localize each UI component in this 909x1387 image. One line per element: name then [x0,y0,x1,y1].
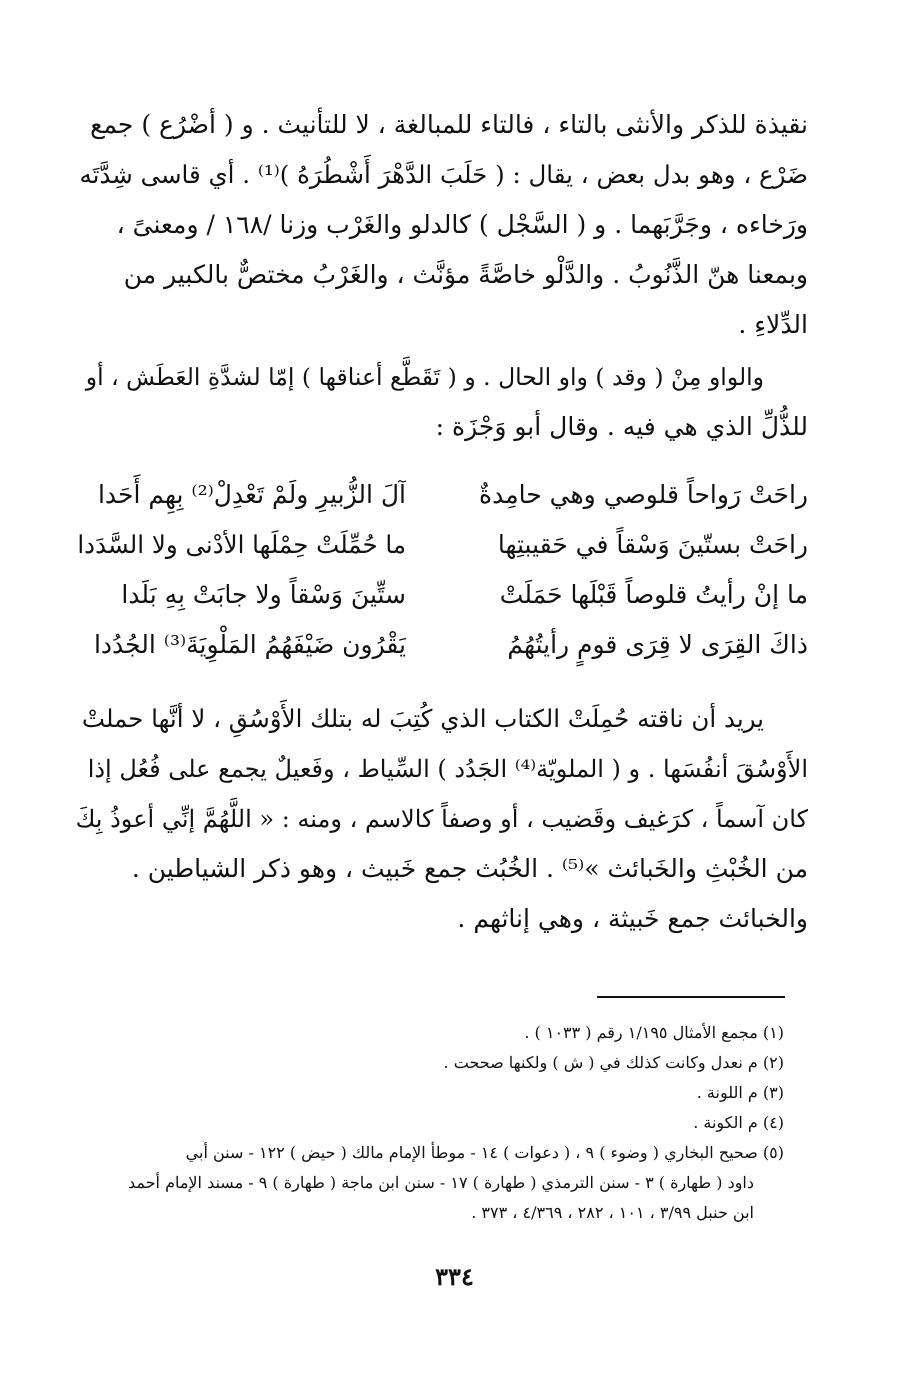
verse-first-hemistich: راحَتْ رَواحاً قلوصي وهي حامِدةٌ [479,480,808,509]
text-line: ورَخاءه ، وجَرَّبَهما . و ( السَّجْل ) كالدلو والغَرْب وزنا /١٦٨ / ومعنىً ، [116,210,808,239]
page-number: ٣٣٤ [435,1262,474,1291]
verse-line [76,520,808,570]
paragraph-1 [76,100,808,350]
verse-second-hemistich: ستِّينَ وَسْقاً ولا جابَتْ بِهِ بَلَدا [121,580,406,609]
footnote-continuation: ابن حنبل ٣/٩٩ ، ١٠١ ، ٢٨٢ ، ٤/٣٦٩ ، ٣٧٣ . [471,1203,754,1222]
footnote: (٤) م الكونة . [693,1113,784,1132]
text-line: والواو مِنْ ( وقد ) واو الحال . و ( تَقَطَّع أعناقها ) إمّا لشدَّةِ العَطَش ، أو [85,363,764,391]
footnote: (٣) م اللونة . [696,1083,784,1102]
verse-line [76,620,808,670]
footnote: (٢) م نعدل وكانت كذلك في ( ش ) ولكنها صححت . [443,1053,784,1072]
footnote: (٥) صحيح البخاري ( وضوء ) ٩ ، ( دعوات ) ١٤ - موطأ الإمام مالك ( حيض ) ١٢٢ - سنن أبي [185,1143,784,1162]
text-line: ضَرْع ، وهو بدل بعض ، يقال : ( حَلَبَ الدَّهْرَ أَشْطُرَهُ )⁽¹⁾ . أي قاسى شِدَّتَه [79,160,808,189]
text-line: كان آسماً ، كرَغيف وقَضيب ، أو وصفاً كالاسم ، ومنه : « اللَّهُمَّ إنِّي أعوذُ بِكَ [76,805,808,833]
poem-block [76,470,808,670]
paragraph-2 [76,352,808,452]
paragraph-3 [76,694,808,944]
text-line: من الخُبْثِ والخَبائث »⁽⁵⁾ . الخُبُث جمع خَبيث ، وهو ذكر الشياطين . [131,854,808,883]
text-line: والخبائث جمع خَبيثة ، وهي إناثهم . [457,904,808,933]
verse-line [76,570,808,620]
footnote-separator [597,996,785,998]
verse-first-hemistich: ذاكَ القِرَى لا قِرَى قومٍ رأيتُهُمُ [507,630,808,659]
text-line: وبمعنا هنّ الذَّنُوبُ . والدَّلْو خاصَّةً مؤنَّث ، والغَرْبُ مختصٌّ بالكبير من [123,260,808,289]
verse-line [76,470,808,520]
footnotes [76,1018,784,1228]
verse-second-hemistich: ما حُمِّلَتْ حِمْلَها الأدْنى ولا السَّدَدا [77,530,406,559]
verse-first-hemistich: راحَتْ بستّينَ وَسْقاً في حَقيبتِها [497,530,808,559]
footnote: (١) مجمع الأمثال ١/١٩٥ رقم ( ١٠٣٣ ) . [524,1023,784,1042]
verse-first-hemistich: ما إنْ رأيتُ قلوصاً قَبْلَها حَمَلَتْ [499,580,808,609]
text-line: الأَوْسُقَ أنفُسَها . و ( الملويّة⁽⁴⁾ الجَدُد ) السِّياط ، وفَعيلٌ يجمع على فُعُل إذا [87,755,808,783]
footnote-continuation: داود ( طهارة ) ٣ - سنن الترمذي ( طهارة ) ١٧ - سنن ابن ماجة ( طهارة ) ٩ - مسند الإمام أحمد [128,1173,754,1192]
text-line: نقيذة للذكر والأنثى بالتاء ، فالتاء للمبالغة ، لا للتأنيث . و ( أضْرُع ) جمع [90,110,808,139]
text-line: للذُّلِّ الذي هي فيه . وقال أبو وَجْزَة : [435,412,808,441]
text-line: يريد أن ناقته حُمِلَتْ الكتاب الذي كُتِبَ له بتلك الأَوْسُقِ ، لا أنَّها حملتْ [81,704,764,733]
verse-second-hemistich: يَقْرُون ضَيْفَهُمُ المَلْوِيَةَ⁽³⁾ الجُدُدا [93,630,406,659]
text-line: الدِّلاءِ . [738,310,808,339]
verse-second-hemistich: آلَ الزُّبيرِ ولَمْ تَعْدِلْ⁽²⁾ بِهِم أَحَدا [97,480,406,509]
